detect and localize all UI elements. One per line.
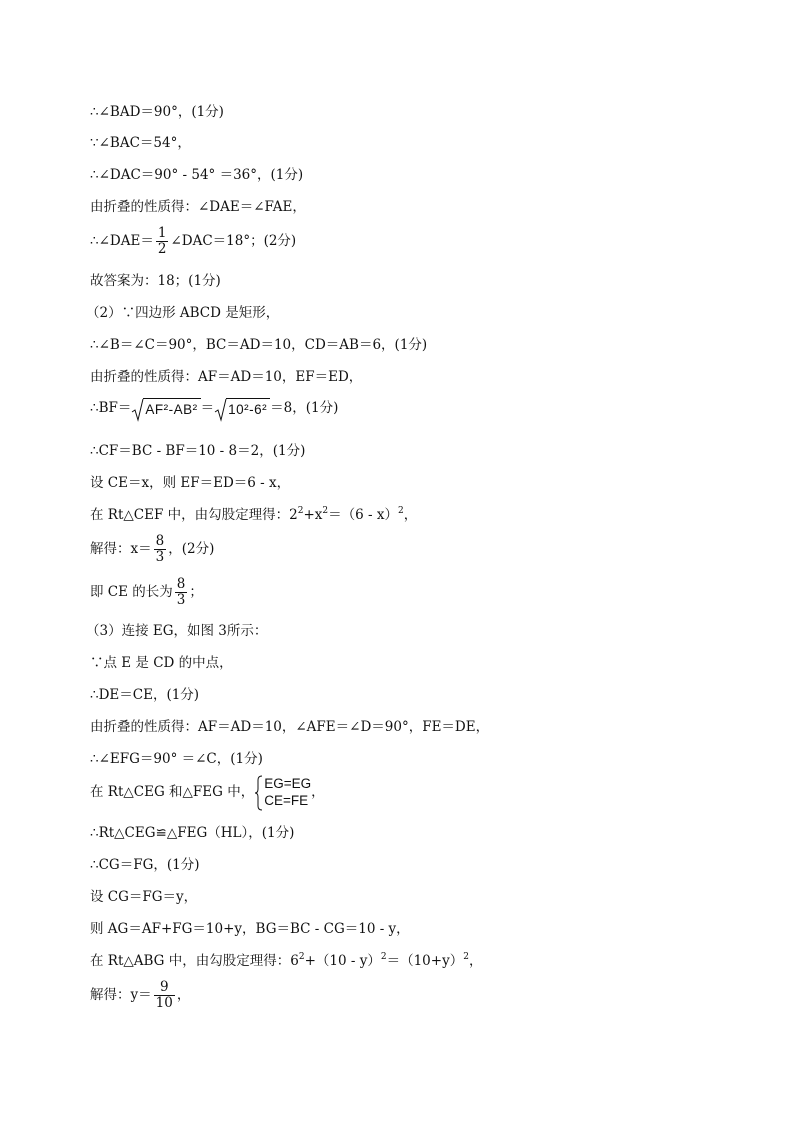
dae-suffix: ∠DAC＝18°；(2分) xyxy=(170,233,297,249)
text-line-7: ∴∠B＝∠C＝90°，BC＝AD＝10，CD＝AB＝6，(1分) xyxy=(90,337,428,353)
text-line-18: 设 CG＝FG＝y， xyxy=(90,889,198,905)
left-brace-icon xyxy=(254,775,263,811)
text-line-17: ∴CG＝FG，(1分) xyxy=(90,857,200,873)
text-line-bf xyxy=(90,398,338,419)
text-line-9: ∴CF＝BC - BF＝10 - 8＝2，(1分) xyxy=(90,443,306,459)
text-line-8: 由折叠的性质得：AF＝AD＝10，EF＝ED， xyxy=(90,369,363,385)
bf-suffix: ＝8，(1分) xyxy=(270,400,339,416)
equation-system: EG=EG CE=FE xyxy=(254,775,311,809)
text-line-15: ∴∠EFG＝90° ＝∠C，(1分) xyxy=(90,751,263,767)
text-line-12: ∵点 E 是 CD 的中点， xyxy=(90,655,233,671)
text-line-solve-x: 解得：x＝ $\frac{8}{3}$ ，(2分) xyxy=(90,533,215,565)
text-line-6: （2）∵四边形 ABCD 是矩形， xyxy=(86,305,280,321)
fraction-9-10: $\frac{9}{10}$ xyxy=(155,979,173,1011)
cef-prefix: 在 Rt△CEF 中，由勾股定理得： xyxy=(90,507,290,523)
radical-sign-icon xyxy=(214,398,227,422)
text-line-11: （3）连接 EG，如图 3所示： xyxy=(86,623,268,639)
text-line-4: 由折叠的性质得：∠DAE＝∠FAE， xyxy=(90,199,306,215)
fraction-half: $\frac{1}{2}$ xyxy=(157,225,167,257)
sqrt-2: 10²-6² xyxy=(214,398,270,419)
bf-eq: ＝ xyxy=(200,400,215,416)
text-line-system: 在 Rt△CEG 和△FEG 中， EG=EG CE=FE ， xyxy=(90,775,325,809)
radical-sign-icon xyxy=(131,398,144,422)
text-line-solve-y: 解得：y＝ $\frac{9}{10}$ ， xyxy=(90,979,191,1011)
fraction-8-3: $\frac{8}{3}$ xyxy=(155,533,165,565)
text-line-cef: 在 Rt△CEF 中，由勾股定理得：$2^2+x^2=(6 - x)^2$， xyxy=(90,506,418,523)
text-line-abg: 在 Rt△ABG 中，由勾股定理得：$6^2+(10 - y)^2=(10+y)^2$， xyxy=(90,952,483,969)
text-line-13: ∴DE＝CE，(1分) xyxy=(90,687,200,703)
text-line-19: 则 AG＝AF+FG＝10+y，BG＝BC - CG＝10 - y， xyxy=(90,921,410,937)
text-line-2: ∵∠BAC＝54°， xyxy=(90,135,191,151)
text-line-16: ∴Rt△CEG≌△FEG（HL），(1分) xyxy=(90,825,295,841)
text-line-5: 故答案为：18；(1分) xyxy=(90,273,221,289)
bf-prefix: ∴BF＝ xyxy=(90,400,132,416)
text-line-3: ∴∠DAC＝90° - 54° ＝36°，(1分) xyxy=(90,167,304,183)
fraction-8-3: $\frac{8}{3}$ xyxy=(176,576,186,608)
text-line-1: ∴∠BAD＝90°，(1分) xyxy=(90,104,224,120)
text-line-ce-length: 即 CE 的长为 $\frac{8}{3}$ ； xyxy=(90,576,203,608)
dae-prefix: ∴∠DAE＝ xyxy=(90,233,154,249)
text-line-dae xyxy=(90,226,296,257)
text-line-10: 设 CE＝x，则 EF＝ED＝6 - x， xyxy=(90,475,291,491)
sqrt-1: AF²-AB² xyxy=(131,398,200,419)
text-line-14: 由折叠的性质得：AF＝AD＝10，∠AFE＝∠D＝90°，FE＝DE， xyxy=(90,719,490,735)
